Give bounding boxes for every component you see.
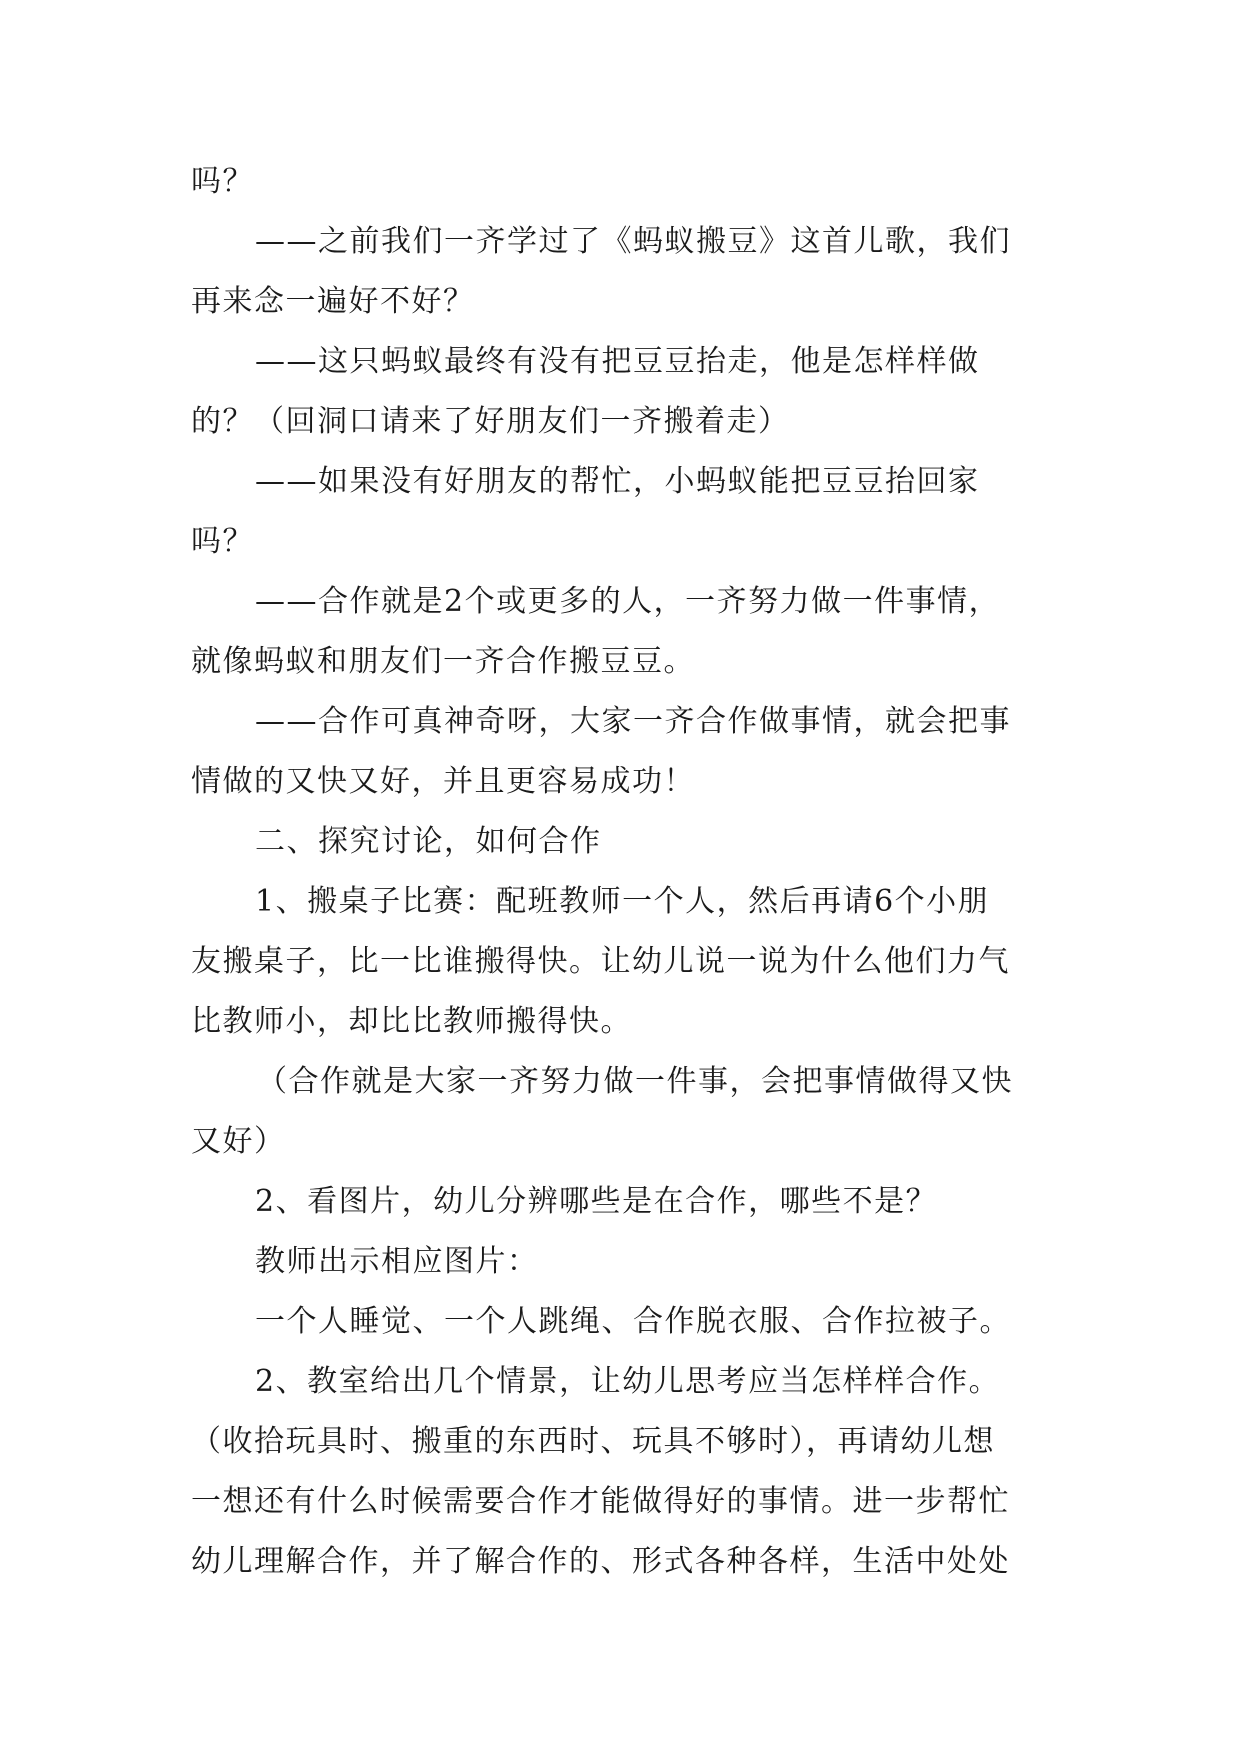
- text-line: 又好）: [191, 1124, 286, 1159]
- text-line: 友搬桌子，比一比谁搬得快。让幼儿说一说为什么他们力气: [191, 944, 1010, 979]
- text-line: 2、看图片，幼儿分辨哪些是在合作，哪些不是？: [255, 1184, 938, 1219]
- text-line: ——之前我们一齐学过了《蚂蚁搬豆》这首儿歌，我们: [255, 224, 1011, 259]
- text-line: 一想还有什么时候需要合作才能做得好的事情。进一步帮忙: [191, 1484, 1010, 1519]
- text-line: 吗？: [191, 164, 254, 199]
- text-line: （合作就是大家一齐努力做一件事，会把事情做得又快: [257, 1064, 1013, 1099]
- text-line: 1、搬桌子比赛：配班教师一个人，然后再请6个小朋: [255, 884, 990, 919]
- text-line: 2、教室给出几个情景，让幼儿思考应当怎样样合作。: [255, 1364, 1001, 1399]
- text-line: ——这只蚂蚁最终有没有把豆豆抬走，他是怎样样做: [255, 344, 980, 379]
- text-line: 情做的又快又好，并且更容易成功！: [191, 764, 695, 799]
- text-line: 的？（回洞口请来了好朋友们一齐搬着走）: [191, 404, 790, 439]
- text-line: 吗？: [191, 524, 254, 559]
- text-line: 教师出示相应图片：: [255, 1244, 539, 1279]
- section-heading: 二、探究讨论，如何合作: [255, 824, 602, 859]
- text-line: 再来念一遍好不好？: [191, 284, 475, 319]
- text-line: 比教师小，却比比教师搬得快。: [191, 1004, 632, 1039]
- text-line: ——合作可真神奇呀，大家一齐合作做事情，就会把事: [255, 704, 1011, 739]
- text-line: 就像蚂蚁和朋友们一齐合作搬豆豆。: [191, 644, 695, 679]
- text-line: （收拾玩具时、搬重的东西时、玩具不够时），再请幼儿想: [191, 1424, 995, 1459]
- text-line: 一个人睡觉、一个人跳绳、合作脱衣服、合作拉被子。: [255, 1304, 1011, 1339]
- document-body: [191, 152, 1061, 1592]
- text-line: ——合作就是2个或更多的人，一齐努力做一件事情，: [255, 584, 1001, 619]
- text-line: 幼儿理解合作，并了解合作的、形式各种各样，生活中处处: [191, 1544, 1010, 1579]
- text-line: ——如果没有好朋友的帮忙，小蚂蚁能把豆豆抬回家: [255, 464, 980, 499]
